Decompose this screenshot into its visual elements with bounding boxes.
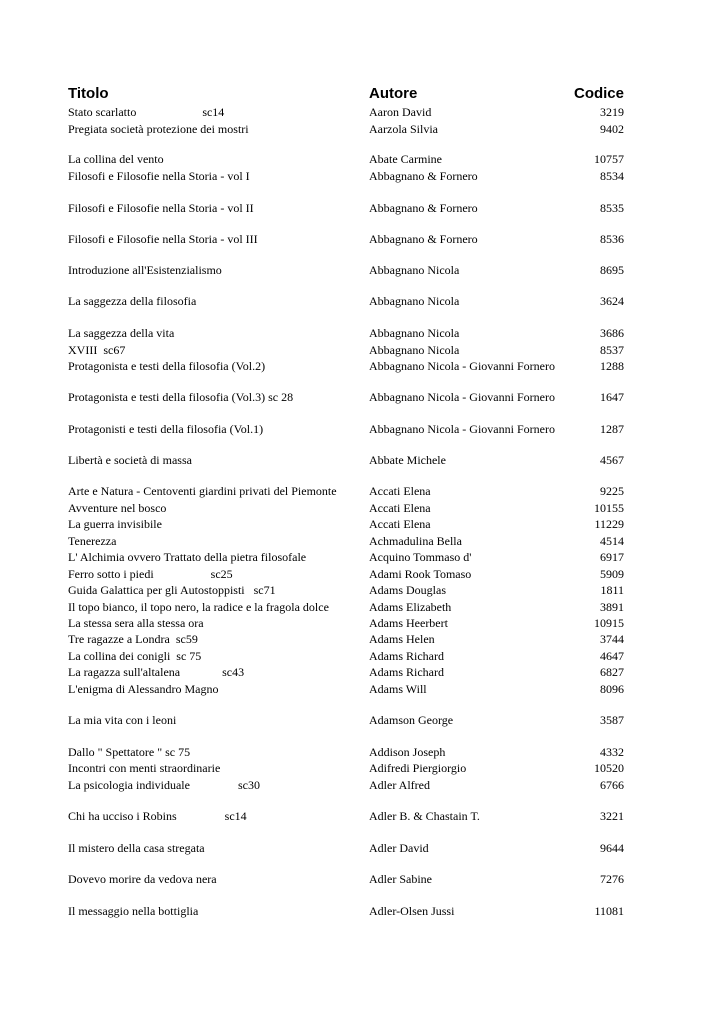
book-title: La collina del vento	[68, 152, 164, 166]
book-title: La psicologia individuale sc30	[68, 778, 260, 792]
book-author: Abate Carmine	[369, 152, 442, 166]
table-row	[0, 808, 724, 824]
book-code: 3587	[600, 713, 624, 727]
book-author: Abbagnano Nicola - Giovanni Fornero	[369, 390, 555, 404]
book-code: 9402	[600, 122, 624, 136]
book-code: 1811	[600, 583, 624, 597]
table-row	[0, 871, 724, 887]
table-row	[0, 389, 724, 405]
book-author: Adams Richard	[369, 665, 444, 679]
table-row	[0, 631, 724, 647]
table-row	[0, 421, 724, 437]
book-code: 8096	[600, 682, 624, 696]
book-code: 8535	[600, 201, 624, 215]
table-row	[0, 599, 724, 615]
book-code: 10757	[594, 152, 624, 166]
table-row	[0, 500, 724, 516]
book-title: L' Alchimia ovvero Trattato della pietra filosofale	[68, 550, 307, 564]
book-author: Accati Elena	[369, 517, 431, 531]
book-code: 6917	[600, 550, 624, 564]
book-title: Stato scarlatto sc14	[68, 105, 225, 119]
book-author: Abbate Michele	[369, 453, 446, 467]
book-author: Aaron David	[369, 105, 432, 119]
book-title: Pregiata società protezione dei mostri	[68, 122, 249, 136]
table-row	[0, 533, 724, 549]
book-author: Adler-Olsen Jussi	[369, 904, 455, 918]
book-code: 4332	[600, 745, 624, 759]
book-code: 5909	[600, 567, 624, 581]
book-title: Incontri con menti straordinarie	[68, 761, 221, 775]
table-row	[0, 483, 724, 499]
book-author: Adams Will	[369, 682, 427, 696]
book-title: Tenerezza	[68, 534, 117, 548]
book-author: Abbagnano & Fornero	[369, 232, 478, 246]
book-title: La mia vita con i leoni	[68, 713, 177, 727]
table-row	[0, 262, 724, 278]
table-row	[0, 200, 724, 216]
book-code: 1647	[600, 390, 624, 404]
book-code: 8536	[600, 232, 624, 246]
book-title: Protagonisti e testi della filosofia (Vol.1)	[68, 422, 264, 436]
book-title: Tre ragazze a Londra sc59	[68, 632, 198, 646]
book-code: 6766	[600, 778, 624, 792]
book-title: Introduzione all'Esistenzialismo	[68, 263, 222, 277]
column-header-title: Titolo	[68, 85, 109, 102]
book-code: 7276	[600, 872, 624, 886]
table-row	[0, 342, 724, 358]
book-code: 3624	[600, 294, 624, 308]
book-title: Chi ha ucciso i Robins sc14	[68, 809, 247, 823]
book-author: Abbagnano Nicola - Giovanni Fornero	[369, 422, 555, 436]
book-author: Abbagnano Nicola	[369, 263, 460, 277]
book-title: Dallo " Spettatore " sc 75	[68, 745, 191, 759]
table-row	[0, 744, 724, 760]
table-row	[0, 903, 724, 919]
book-code: 11229	[594, 517, 624, 531]
book-author: Achmadulina Bella	[369, 534, 462, 548]
book-title: Filosofi e Filosofie nella Storia - vol II	[68, 201, 254, 215]
book-code: 3744	[600, 632, 624, 646]
book-author: Adler B. & Chastain T.	[369, 809, 480, 823]
table-row	[0, 582, 724, 598]
table-row	[0, 452, 724, 468]
book-title: La saggezza della vita	[68, 326, 175, 340]
book-author: Adams Elizabeth	[369, 600, 452, 614]
table-row	[0, 549, 724, 565]
book-title: Filosofi e Filosofie nella Storia - vol III	[68, 232, 258, 246]
table-row	[0, 325, 724, 341]
book-title: Filosofi e Filosofie nella Storia - vol I	[68, 169, 250, 183]
book-code: 9644	[600, 841, 624, 855]
book-title: Il messaggio nella bottiglia	[68, 904, 199, 918]
book-title: Protagonista e testi della filosofia (Vol.2)	[68, 359, 266, 373]
book-author: Abbagnano & Fornero	[369, 169, 478, 183]
book-code: 3891	[600, 600, 624, 614]
book-title: Guida Galattica per gli Autostoppisti sc71	[68, 583, 276, 597]
book-code: 10520	[594, 761, 624, 775]
book-author: Abbagnano Nicola	[369, 294, 460, 308]
table-row	[0, 615, 724, 631]
book-code: 4514	[600, 534, 624, 548]
book-author: Abbagnano & Fornero	[369, 201, 478, 215]
book-code: 10155	[594, 501, 624, 515]
book-title: Dovevo morire da vedova nera	[68, 872, 217, 886]
book-code: 11081	[594, 904, 624, 918]
table-row	[0, 664, 724, 680]
book-title: Ferro sotto i piedi sc25	[68, 567, 233, 581]
book-author: Adamson George	[369, 713, 454, 727]
book-author: Acquino Tommaso d'	[369, 550, 472, 564]
table-row	[0, 358, 724, 374]
book-title: L'enigma di Alessandro Magno	[68, 682, 219, 696]
book-code: 3219	[600, 105, 624, 119]
book-author: Adams Heerbert	[369, 616, 448, 630]
book-title: Il mistero della casa stregata	[68, 841, 205, 855]
book-code: 8537	[600, 343, 624, 357]
book-author: Adami Rook Tomaso	[369, 567, 472, 581]
book-author: Addison Joseph	[369, 745, 446, 759]
book-title: La collina dei conigli sc 75	[68, 649, 202, 663]
table-row	[0, 760, 724, 776]
table-row	[0, 168, 724, 184]
book-author: Aarzola Silvia	[369, 122, 438, 136]
book-title: Protagonista e testi della filosofia (Vol.3) sc 28	[68, 390, 294, 404]
book-title: La guerra invisibile	[68, 517, 162, 531]
book-author: Abbagnano Nicola	[369, 343, 460, 357]
table-row	[0, 516, 724, 532]
table-row	[0, 151, 724, 167]
book-code: 6827	[600, 665, 624, 679]
table-row	[0, 104, 724, 120]
table-row	[0, 566, 724, 582]
table-row	[0, 121, 724, 137]
book-author: Adams Helen	[369, 632, 435, 646]
table-row	[0, 777, 724, 793]
book-code: 4567	[600, 453, 624, 467]
book-title: Il topo bianco, il topo nero, la radice e la fragola dolce	[68, 600, 329, 614]
book-author: Adams Richard	[369, 649, 444, 663]
book-title: La stessa sera alla stessa ora	[68, 616, 204, 630]
book-author: Adler Alfred	[369, 778, 430, 792]
book-code: 1288	[600, 359, 624, 373]
book-author: Adifredi Piergiorgio	[369, 761, 467, 775]
book-code: 9225	[600, 484, 624, 498]
book-author: Abbagnano Nicola - Giovanni Fornero	[369, 359, 555, 373]
book-title: La ragazza sull'altalena sc43	[68, 665, 245, 679]
book-code: 10915	[594, 616, 624, 630]
book-code: 3686	[600, 326, 624, 340]
book-author: Adams Douglas	[369, 583, 446, 597]
table-row	[0, 231, 724, 247]
table-row	[0, 840, 724, 856]
book-code: 4647	[600, 649, 624, 663]
book-code: 1287	[600, 422, 624, 436]
column-header-author: Autore	[369, 85, 418, 102]
book-title: La saggezza della filosofia	[68, 294, 197, 308]
column-header-code: Codice	[573, 85, 624, 102]
table-row	[0, 681, 724, 697]
book-title: Arte e Natura - Centoventi giardini privati del Piemonte	[68, 484, 337, 498]
book-author: Adler David	[369, 841, 429, 855]
book-author: Adler Sabine	[369, 872, 432, 886]
book-code: 8695	[600, 263, 624, 277]
table-row	[0, 648, 724, 664]
table-row	[0, 712, 724, 728]
book-author: Abbagnano Nicola	[369, 326, 460, 340]
book-code: 3221	[600, 809, 624, 823]
book-title: Libertà e società di massa	[68, 453, 192, 467]
table-row	[0, 293, 724, 309]
book-author: Accati Elena	[369, 484, 431, 498]
book-title: Avventure nel bosco	[68, 501, 167, 515]
book-title: XVIII sc67	[68, 343, 126, 357]
book-code: 8534	[600, 169, 624, 183]
book-author: Accati Elena	[369, 501, 431, 515]
